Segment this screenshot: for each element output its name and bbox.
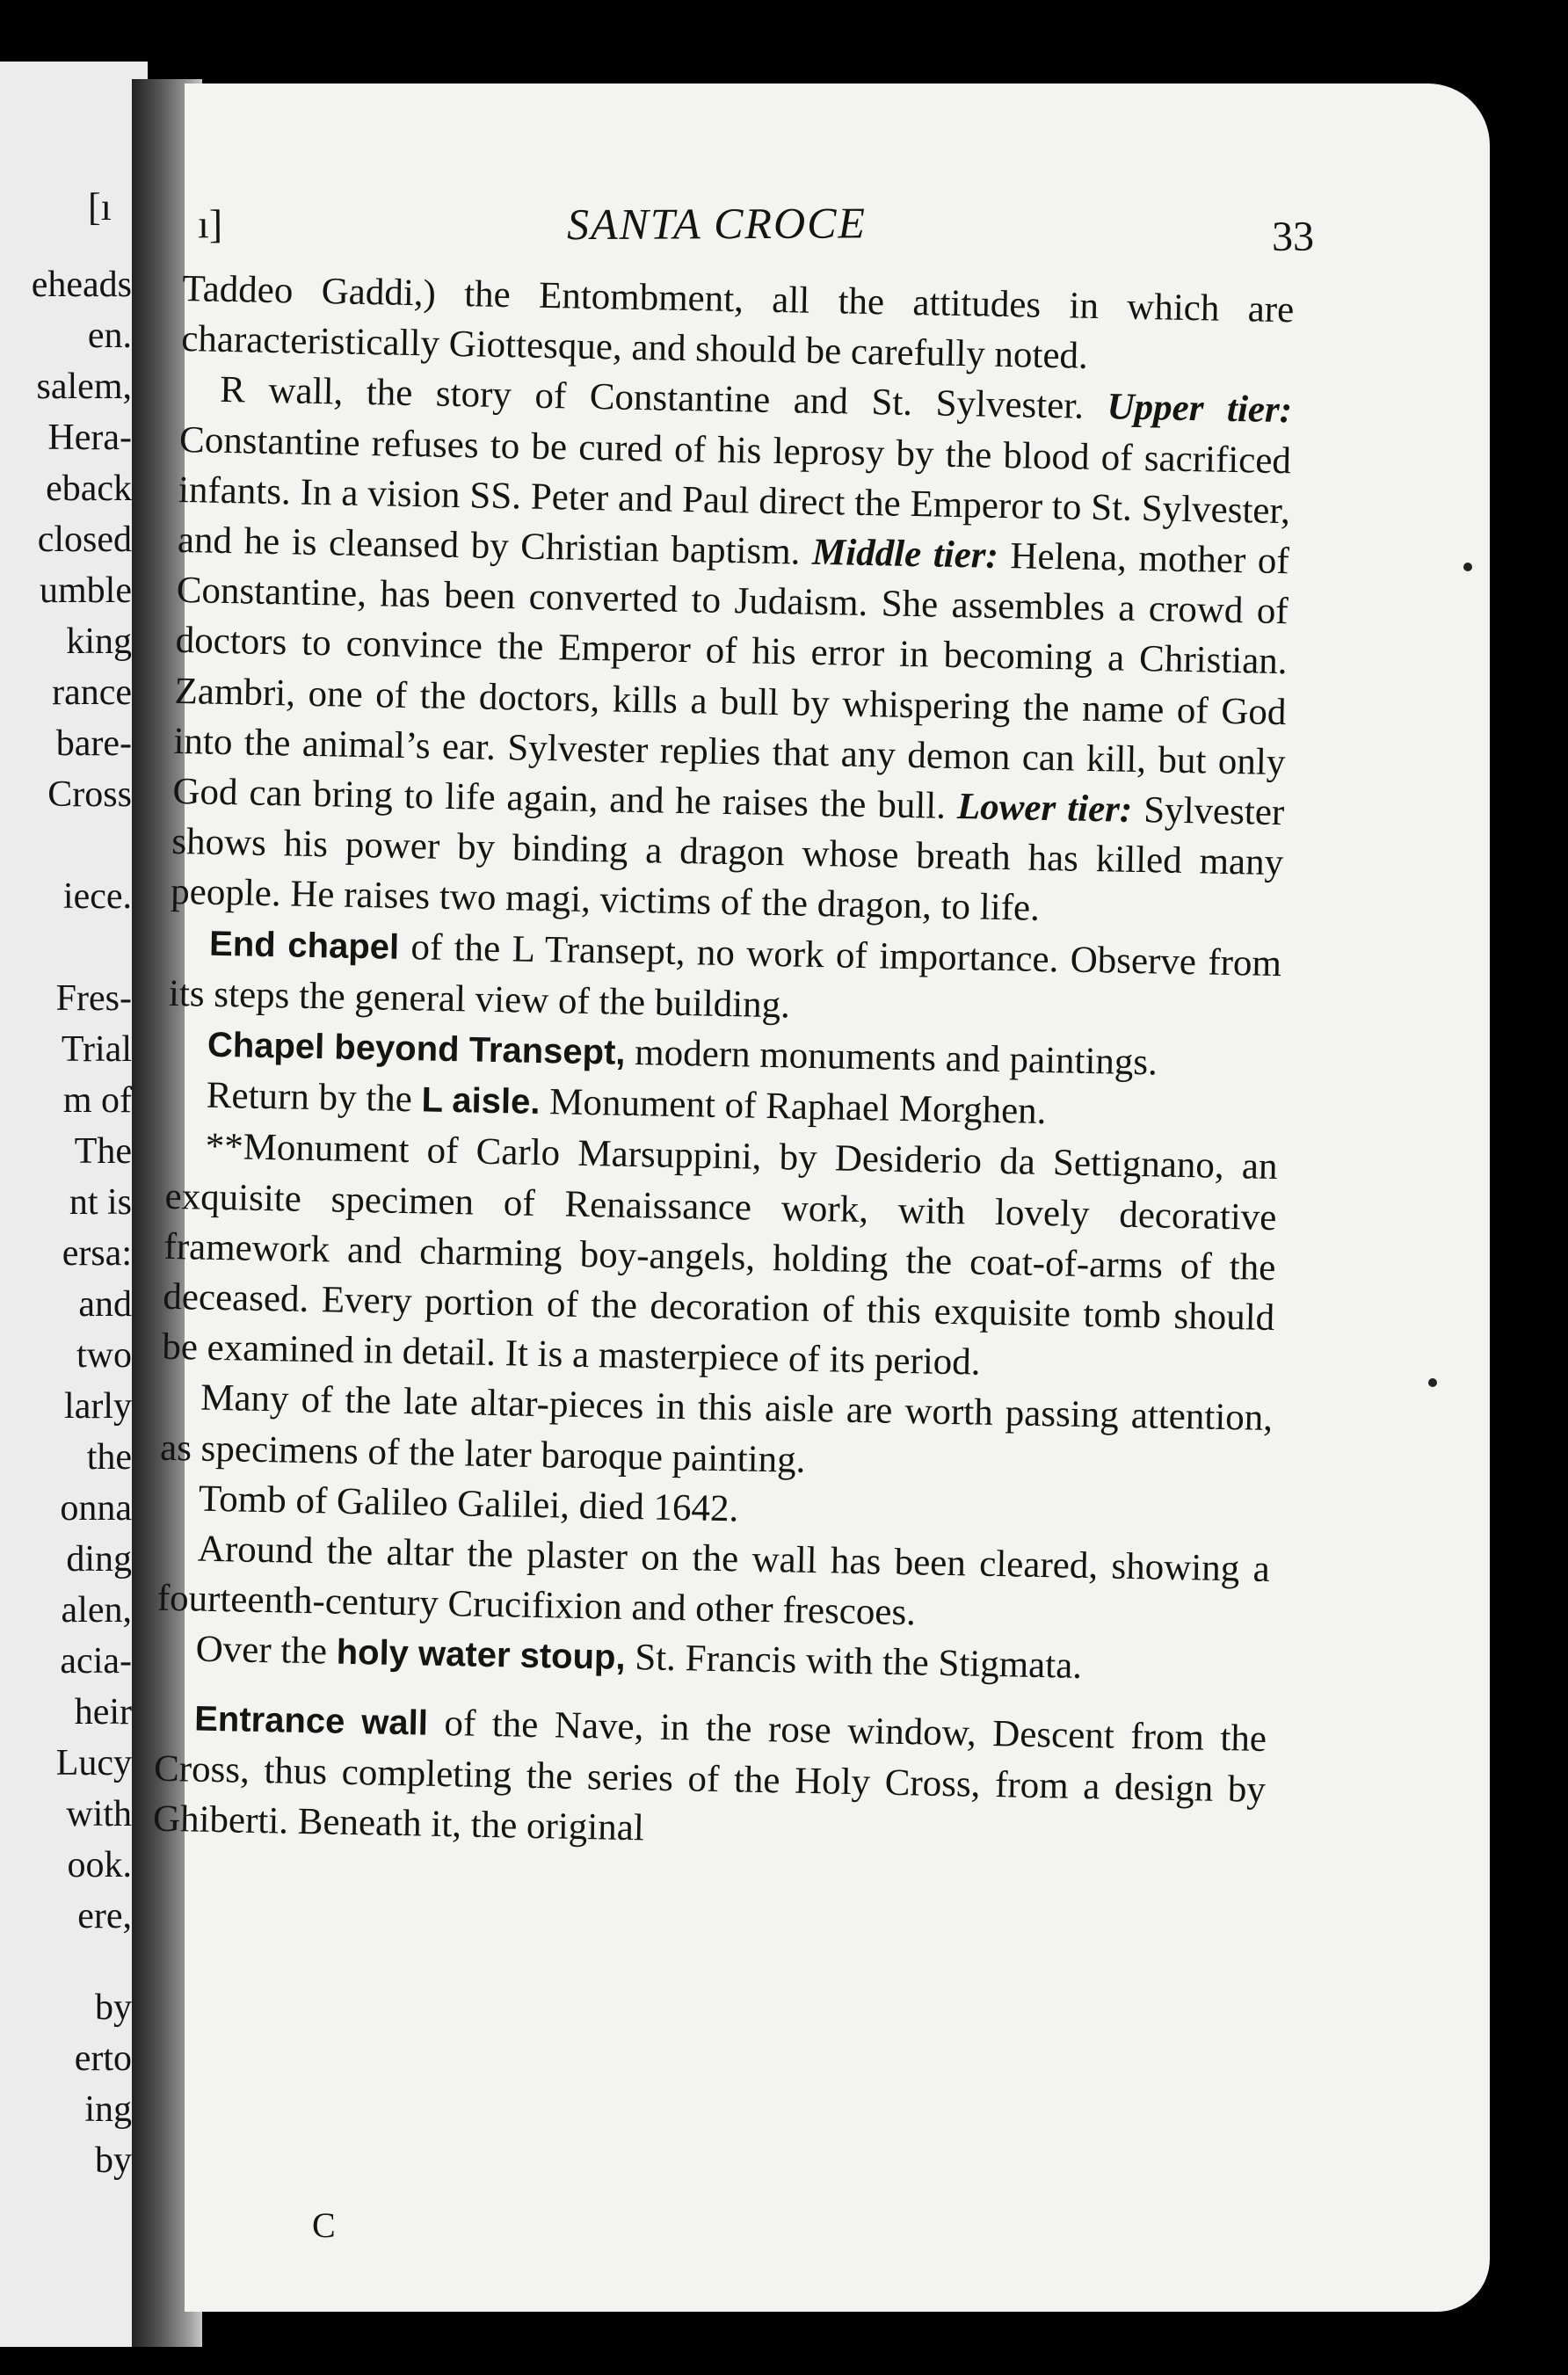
tier-label-lower: Lower tier: (956, 786, 1133, 831)
left-page-line: ere, (77, 1896, 132, 1936)
paragraph: Around the altar the plaster on the wall has been cleared, showing a fourteenth-century Crucifixion and other frescoes. (156, 1528, 1271, 1634)
left-page-line: bare- (55, 723, 132, 764)
bold-heading: Entrance wall (193, 1699, 429, 1743)
left-page-line: king (66, 621, 132, 662)
left-page-line: Fres- (55, 978, 132, 1019)
speck (1463, 563, 1472, 571)
text-run: of the L Transept, no work of importance. Observe from its steps the general view of the building. (168, 926, 1282, 1027)
left-page-edge (0, 62, 148, 2347)
speck (1428, 1378, 1437, 1387)
left-page-line: two (76, 1335, 132, 1376)
bold-heading: holy water stoup, (336, 1633, 626, 1678)
header-section-mark: ı] (197, 201, 223, 247)
tier-label-middle: Middle tier: (811, 531, 999, 577)
signature-mark: C (312, 2205, 336, 2245)
left-page-line: m of (62, 1080, 132, 1121)
left-page-line: Lucy (55, 1743, 132, 1783)
left-page-line: en. (87, 316, 132, 356)
text-run: Monument of Raphael Morghen. (540, 1081, 1047, 1133)
paragraph (152, 1692, 1267, 1865)
left-page-line: salem, (36, 367, 132, 407)
text-run: Over the (195, 1629, 338, 1674)
running-title: SANTA CROCE (566, 198, 867, 250)
bold-heading: L aisle. (421, 1080, 541, 1122)
paragraph: Taddeo Gaddi,) the Entombment, all the attitudes in which are characteristically Giottesque, and should be carefully noted. (180, 267, 1295, 377)
left-page-line: onna (60, 1488, 132, 1529)
bold-heading: End chapel (208, 924, 400, 967)
left-page-line: with (66, 1794, 132, 1834)
left-page-line: nt is (69, 1182, 132, 1223)
left-page-line: closed (37, 519, 132, 560)
tier-label-upper: Upper tier: (1107, 386, 1293, 432)
left-page-line: ing (84, 2089, 132, 2130)
paragraph (171, 364, 1293, 938)
text-run: Return by the (206, 1074, 423, 1121)
bold-heading: Chapel beyond Transept, (207, 1025, 626, 1072)
left-page-line: eback (46, 468, 132, 509)
left-page-line: the (86, 1437, 132, 1478)
left-page-header: [ı (88, 185, 112, 229)
text-run: Helena, mother of Constantine, has been converted to Judaism. She assembles a crowd of doctors to convince the Emperor of his error in becoming a Christian. Zambri, one of the doctors, kills a bull by whispering the name of God into the animal’s ear. Sylvester replies that any demon can kill, but only God can bring to life again, and he raises the bull. (172, 534, 1290, 828)
left-page-line: Trial (61, 1029, 132, 1070)
text-run: modern monuments and paintings. (625, 1031, 1158, 1084)
left-page-line: erto (74, 2038, 132, 2079)
left-page-line: heir (74, 1692, 132, 1732)
page-header (198, 186, 1314, 263)
left-page-line: The (74, 1131, 132, 1172)
left-page-line: alen, (61, 1590, 132, 1631)
left-page-line: rance (52, 672, 132, 713)
text-run: St. Francis with the Stigmata. (625, 1637, 1083, 1688)
left-page-line: larly (64, 1386, 132, 1427)
text-run: R wall, the story of Constantine and St. Sylvester. (219, 369, 1108, 428)
paragraph: Tomb of Galileo Galilei, died 1642. (198, 1478, 739, 1530)
left-page-lines (0, 259, 132, 1942)
left-page-line: ersa: (62, 1233, 132, 1274)
left-page-line: by (95, 2140, 132, 2181)
page-body (152, 264, 1294, 1865)
left-page-line: and (78, 1284, 132, 1325)
left-page-line: Hera- (47, 418, 132, 458)
left-page-line (0, 922, 132, 973)
left-page-line: acia- (60, 1641, 132, 1681)
left-page-line: ding (66, 1539, 132, 1580)
left-page-line: by (95, 1987, 132, 2028)
left-page-line (0, 820, 132, 871)
left-page-line: ook. (67, 1845, 132, 1885)
left-page-line: eheads (31, 265, 132, 305)
left-page-footer-lines (75, 1982, 132, 2186)
paragraph: **Monument of Carlo Marsuppini, by Desiderio da Settignano, an exquisite specimen of Renaissance work, with lovely decorative framework and charming boy-angels, holding the coat-of-arms of the deceased. Every portion of the decoration of this exquisite tomb should be examined in detail. It is a masterpiece of its period. (161, 1126, 1278, 1384)
page-number: 33 (1271, 213, 1315, 260)
text-run: Constantine refuses to be cured of his leprosy by the blood of sacrificed infants. In a vision SS. Peter and Paul direct the Emperor to St. Sylvester, and he is cleansed by Christian baptism. (177, 418, 1292, 573)
text-run: Sylvester shows his power by binding a dragon whose breath has killed many people. He raises two magi, victims of the dragon, to life. (170, 788, 1285, 930)
left-page-line: iece. (62, 876, 132, 917)
left-page-line: Cross (47, 774, 132, 815)
paragraph: Many of the late altar-pieces in this aisle are worth passing attention, as specimens of the later baroque painting. (159, 1377, 1274, 1481)
left-page-line: umble (40, 570, 132, 611)
text-run: of the Nave, in the rose window, Descent from the Cross, thus completing the series of the Holy Cross, from a design by Ghiberti. Beneath it, the original (152, 1702, 1267, 1849)
